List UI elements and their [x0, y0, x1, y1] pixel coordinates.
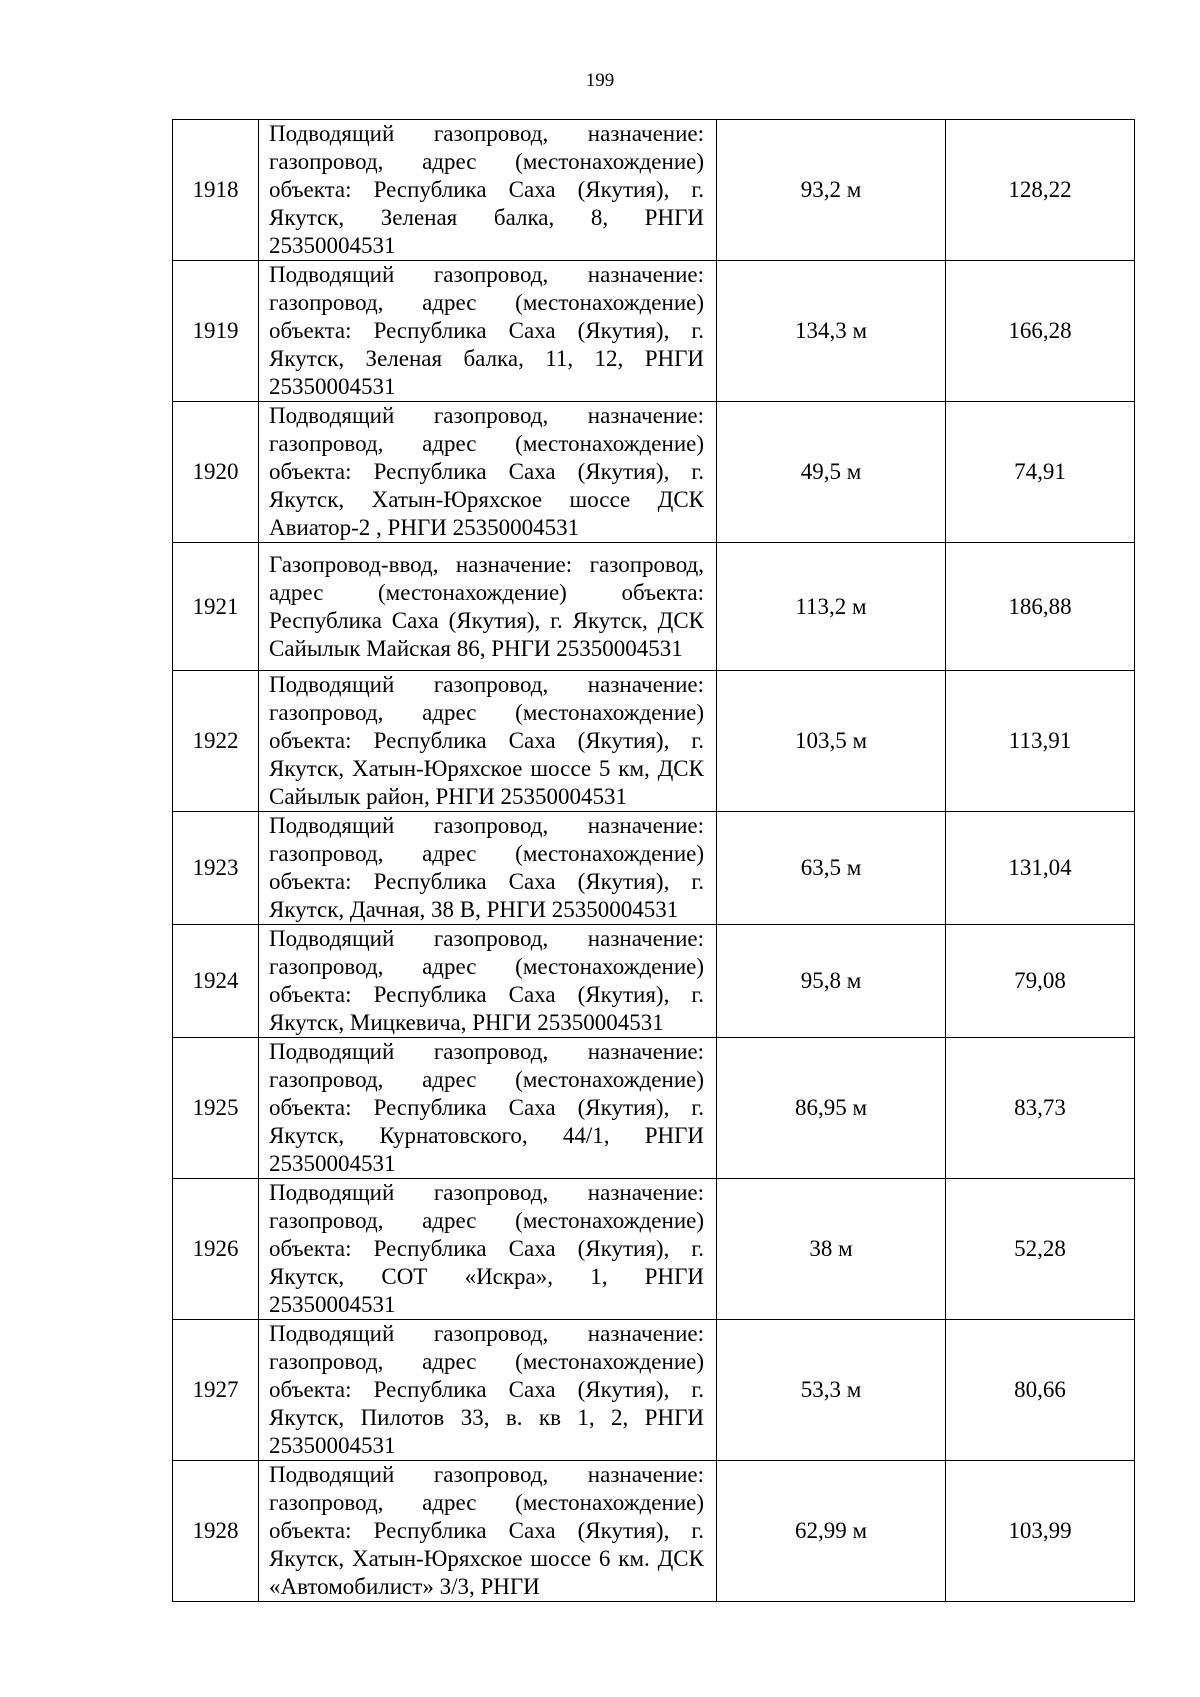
object-description-cell [259, 120, 717, 261]
object-length: 93,2 м [717, 120, 946, 261]
object-length: 63,5 м [717, 812, 946, 925]
object-description: Подводящий газопровод, назначение: газопровод, адрес (местонахождение) объекта: Республика Саха (Якутия), г. Якутск, Хатын-Юряхское шоссе ДСК Авиатор-2 , РНГИ 25350004531 [269, 403, 704, 540]
object-description: Подводящий газопровод, назначение: газопровод, адрес (местонахождение) объекта: Республика Саха (Якутия), г. Якутск, Курнатовского, 44/1, РНГИ 25350004531 [269, 1039, 704, 1176]
object-length: 113,2 м [717, 543, 946, 671]
object-value: 80,66 [946, 1320, 1135, 1461]
row-number: 1924 [173, 925, 259, 1038]
object-value: 128,22 [946, 120, 1135, 261]
table-row [173, 812, 1135, 925]
registry-table-body [173, 120, 1135, 1602]
row-number: 1927 [173, 1320, 259, 1461]
object-length: 62,99 м [717, 1461, 946, 1602]
table-row [173, 925, 1135, 1038]
table-row [173, 1038, 1135, 1179]
object-description: Подводящий газопровод, назначение: газопровод, адрес (местонахождение) объекта: Республика Саха (Якутия), г. Якутск, Зеленая балка, 11, 12, РНГИ 25350004531 [269, 262, 704, 399]
object-value: 74,91 [946, 402, 1135, 543]
table-row [173, 543, 1135, 671]
object-length: 134,3 м [717, 261, 946, 402]
object-description: Подводящий газопровод, назначение: газопровод, адрес (местонахождение) объекта: Республика Саха (Якутия), г. Якутск, Хатын-Юряхское шоссе 6 км. ДСК «Автомобилист» 3/3, РНГИ [269, 1462, 704, 1599]
table-row [173, 120, 1135, 261]
object-description: Подводящий газопровод, назначение: газопровод, адрес (местонахождение) объекта: Республика Саха (Якутия), г. Якутск, Мицкевича, РНГИ 25350004531 [269, 926, 704, 1035]
object-value: 131,04 [946, 812, 1135, 925]
row-number: 1925 [173, 1038, 259, 1179]
table-row [173, 1179, 1135, 1320]
object-value: 103,99 [946, 1461, 1135, 1602]
object-description-cell [259, 671, 717, 812]
object-length: 53,3 м [717, 1320, 946, 1461]
object-description: Подводящий газопровод, назначение: газопровод, адрес (местонахождение) объекта: Республика Саха (Якутия), г. Якутск, Хатын-Юряхское шоссе 5 км, ДСК Сайылык район, РНГИ 25350004531 [269, 672, 704, 809]
object-description: Подводящий газопровод, назначение: газопровод, адрес (местонахождение) объекта: Республика Саха (Якутия), г. Якутск, СОТ «Искра», 1, РНГИ 25350004531 [269, 1180, 704, 1317]
table-row [173, 1461, 1135, 1602]
row-number: 1922 [173, 671, 259, 812]
object-value: 113,91 [946, 671, 1135, 812]
object-description-cell [259, 543, 717, 671]
object-description-cell [259, 1320, 717, 1461]
row-number: 1926 [173, 1179, 259, 1320]
object-description-cell [259, 925, 717, 1038]
object-description: Газопровод-ввод, назначение: газопровод, адрес (местонахождение) объекта: Республика Саха (Якутия), г. Якутск, ДСК Сайылык Майская 86, РНГИ 25350004531 [269, 551, 704, 661]
object-description-cell [259, 1461, 717, 1602]
object-value: 166,28 [946, 261, 1135, 402]
object-length: 95,8 м [717, 925, 946, 1038]
row-number: 1919 [173, 261, 259, 402]
object-value: 83,73 [946, 1038, 1135, 1179]
object-length: 86,95 м [717, 1038, 946, 1179]
object-value: 52,28 [946, 1179, 1135, 1320]
object-value: 79,08 [946, 925, 1135, 1038]
object-description: Подводящий газопровод, назначение: газопровод, адрес (местонахождение) объекта: Республика Саха (Якутия), г. Якутск, Пилотов 33, в. кв 1, 2, РНГИ 25350004531 [269, 1321, 704, 1458]
object-description-cell [259, 402, 717, 543]
table-row [173, 671, 1135, 812]
object-length: 103,5 м [717, 671, 946, 812]
row-number: 1921 [173, 543, 259, 671]
registry-table [172, 119, 1135, 1602]
object-description-cell [259, 1038, 717, 1179]
row-number: 1920 [173, 402, 259, 543]
object-length: 49,5 м [717, 402, 946, 543]
row-number: 1923 [173, 812, 259, 925]
page-number: 199 [585, 70, 615, 91]
table-row [173, 1320, 1135, 1461]
row-number: 1928 [173, 1461, 259, 1602]
object-description: Подводящий газопровод, назначение: газопровод, адрес (местонахождение) объекта: Республика Саха (Якутия), г. Якутск, Дачная, 38 В, РНГИ 25350004531 [269, 813, 704, 922]
table-row [173, 261, 1135, 402]
object-description-cell [259, 261, 717, 402]
object-description: Подводящий газопровод, назначение: газопровод, адрес (местонахождение) объекта: Республика Саха (Якутия), г. Якутск, Зеленая балка, 8, РНГИ 25350004531 [269, 121, 704, 258]
object-value: 186,88 [946, 543, 1135, 671]
table-row [173, 402, 1135, 543]
object-length: 38 м [717, 1179, 946, 1320]
object-description-cell [259, 812, 717, 925]
object-description-cell [259, 1179, 717, 1320]
row-number: 1918 [173, 120, 259, 261]
